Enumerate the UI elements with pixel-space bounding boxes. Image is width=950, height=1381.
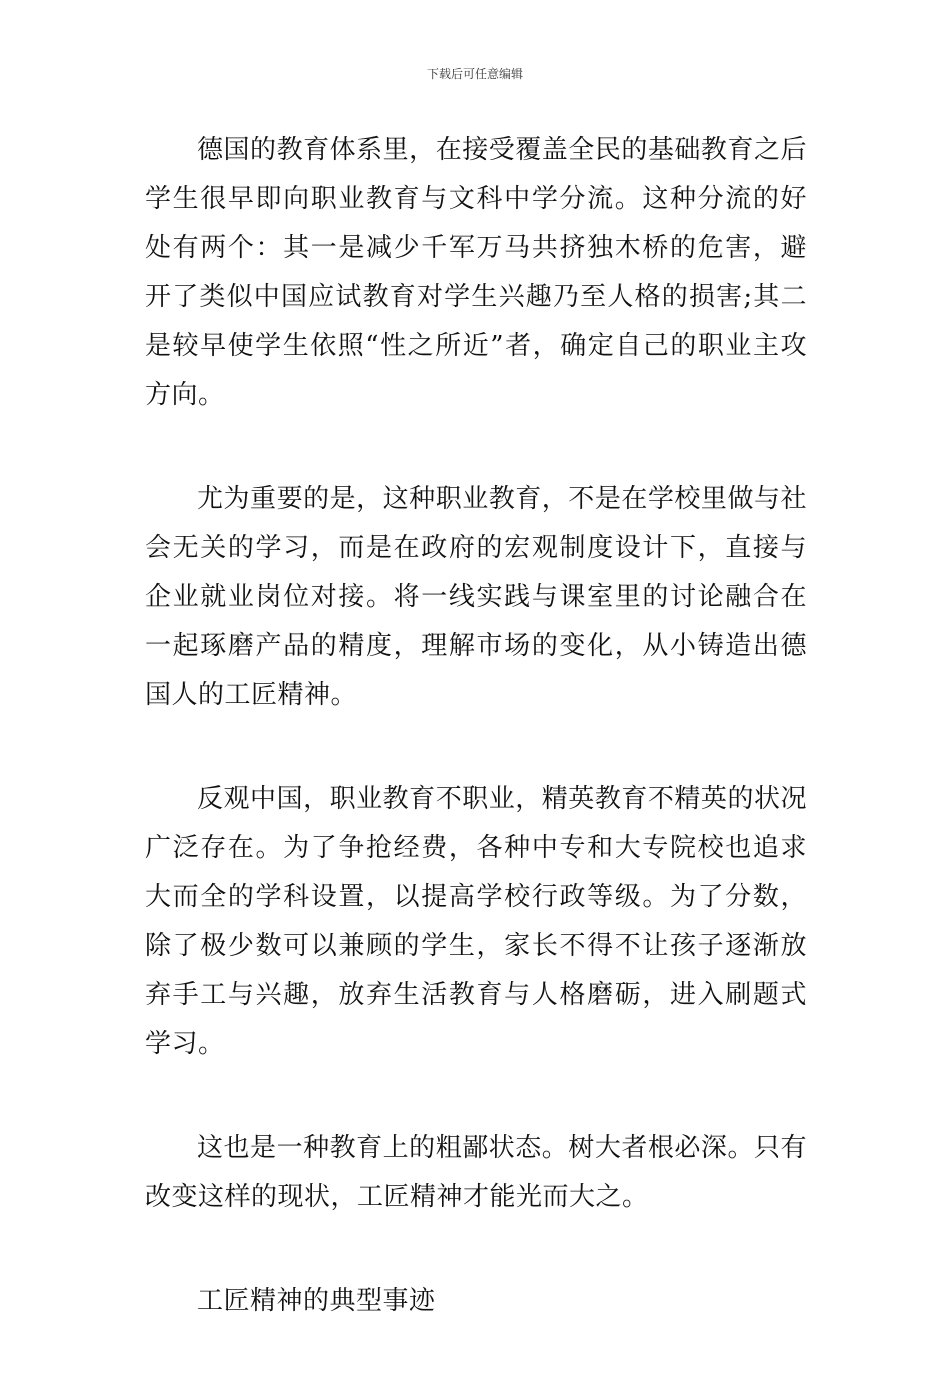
paragraph-german-education: 德国的教育体系里，在接受覆盖全民的基础教育之后学生很早即向职业教育与文科中学分流。这种分流的好处有两个：其一是减少千军万马共挤独木桥的危害，避开了类似中国应试教育对学生兴趣乃至人格的损害;其二是较早使学生依照“性之所近”者，确定自己的职业主攻方向。 bbox=[145, 135, 807, 410]
section-heading: 工匠精神的典型事迹 bbox=[197, 1286, 436, 1316]
paragraph-conclusion: 这也是一种教育上的粗鄙状态。树大者根必深。只有改变这样的现状，工匠精神才能光而大之。 bbox=[145, 1133, 807, 1212]
paragraph-china-contrast: 反观中国，职业教育不职业，精英教育不精英的状况广泛存在。为了争抢经费，各种中专和大专院校也追求大而全的学科设置，以提高学校行政等级。为了分数，除了极少数可以兼顾的学生，家长不得不让孩子逐渐放弃手工与兴趣，放弃生活教育与人格磨砺，进入刷题式学习。 bbox=[145, 784, 807, 1059]
page-header: 下载后可任意编辑 bbox=[426, 67, 523, 81]
paragraph-vocational-importance: 尤为重要的是，这种职业教育，不是在学校里做与社会无关的学习，而是在政府的宏观制度设计下，直接与企业就业岗位对接。将一线实践与课室里的讨论融合在一起琢磨产品的精度，理解市场的变化，从小铸造出德国人的工匠精神。 bbox=[145, 484, 807, 710]
document-body bbox=[145, 126, 807, 1381]
